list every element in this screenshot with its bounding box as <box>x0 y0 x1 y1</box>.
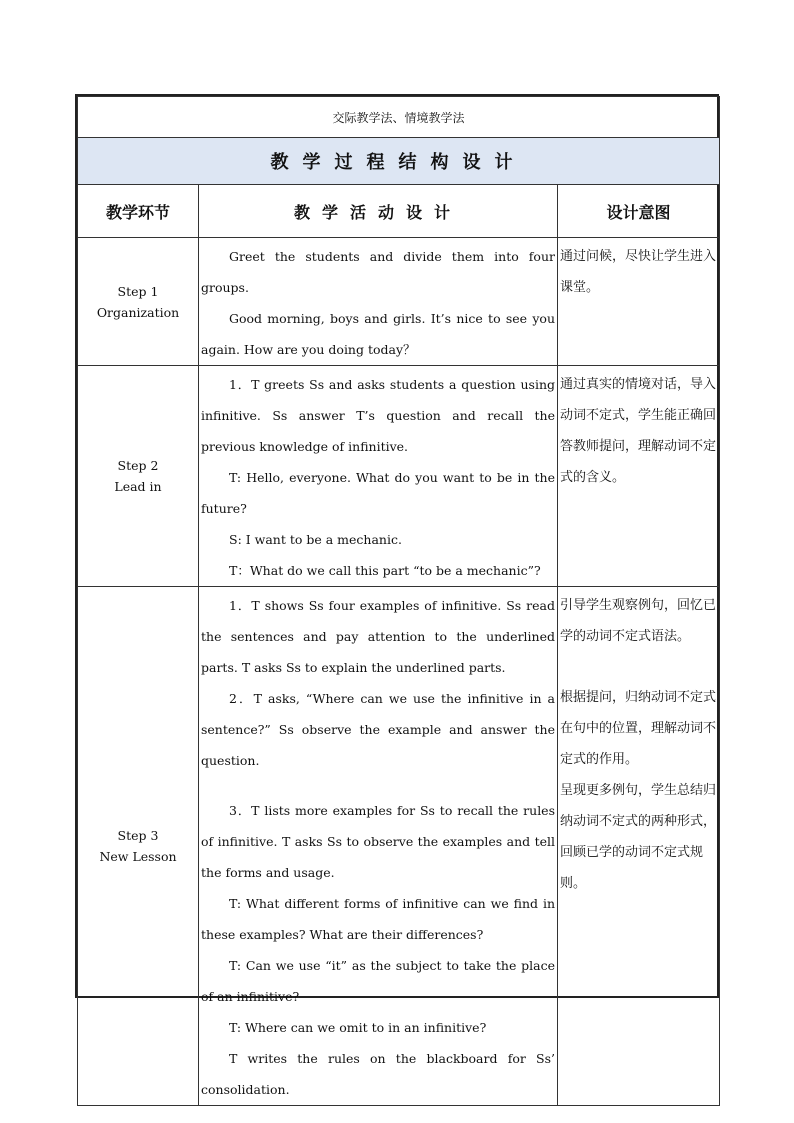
activity-paragraph: T: Hello, everyone. What do you want to be in the future? <box>201 470 555 516</box>
activity-paragraph: T：What do we call this part “to be a mechanic”? <box>229 563 541 578</box>
intent-cell <box>558 366 720 587</box>
stage-cell <box>78 238 199 366</box>
activity-paragraph: T: What different forms of infinitive can we find in these examples? What are their differences? <box>201 896 555 942</box>
lesson-plan-table <box>77 96 720 1106</box>
activity-paragraph: T: Can we use “it” as the subject to take the place of an infinitive? <box>201 958 555 1004</box>
activity-paragraph: T writes the rules on the blackboard for Ss’ consolidation. <box>201 1051 555 1097</box>
teaching-methods-row <box>78 97 720 138</box>
intent-paragraph: 通过问候，尽快让学生进入课堂。 <box>560 249 717 295</box>
activity-cell <box>199 238 558 366</box>
activity-cell <box>199 366 558 587</box>
activity-paragraph: T: Where can we omit to in an infinitive? <box>229 1020 487 1035</box>
activity-paragraph: Good morning, boys and girls. It’s nice to see you again. How are you doing today？ <box>201 311 555 357</box>
stage-number: Step 3 <box>117 828 159 843</box>
stage-number: Step 2 <box>117 458 159 473</box>
header-intent: 设计意图 <box>558 185 720 238</box>
column-header-row <box>78 185 720 238</box>
activity-paragraph: 2．T asks, “Where can we use the infinitive in a sentence?” Ss observe the example and answer the question. <box>201 691 555 768</box>
stage-number: Step 1 <box>117 283 159 299</box>
header-stage: 教学环节 <box>78 185 199 238</box>
activity-paragraph: Greet the students and divide them into four groups. <box>201 249 555 295</box>
header-activity: 教学活动设计 <box>199 185 558 238</box>
activity-paragraph: 3．T lists more examples for Ss to recall the rules of infinitive. T asks Ss to observe the examples and tell the forms and usage. <box>201 803 555 880</box>
activity-paragraph: 1．T shows Ss four examples of infinitive. Ss read the sentences and pay attention to the underlined parts. T asks Ss to explain the underlined parts. <box>201 598 555 675</box>
teaching-methods: 交际教学法、情境教学法 <box>78 97 720 138</box>
paragraph-gap <box>560 652 717 682</box>
step-row-2 <box>78 366 720 587</box>
stage-cell <box>78 587 199 1106</box>
activity-cell <box>199 587 558 1106</box>
stage-name: New Lesson <box>99 849 177 864</box>
intent-cell <box>558 238 720 366</box>
intent-paragraph: 通过真实的情境对话，导入动词不定式，学生能正确回答教师提问，理解动词不定式的含义。 <box>560 377 717 485</box>
intent-paragraph: 引导学生观察例句，回忆已学的动词不定式语法。 <box>560 598 717 644</box>
intent-cell <box>558 587 720 1106</box>
intent-paragraph: 根据提问，归纳动词不定式在句中的位置，理解动词不定式的作用。 <box>560 690 717 767</box>
step-row-1 <box>78 238 720 366</box>
stage-cell <box>78 366 199 587</box>
paragraph-gap <box>201 776 555 795</box>
stage-name: Organization <box>96 304 180 320</box>
lesson-plan-table-frame <box>75 94 719 1097</box>
intent-paragraph: 呈现更多例句，学生总结归纳动词不定式的两种形式，回顾已学的动词不定式规则。 <box>560 783 717 891</box>
section-title: 教学过程结构设计 <box>78 138 720 185</box>
step-row-3 <box>78 587 720 1106</box>
activity-paragraph: S: I want to be a mechanic. <box>229 532 402 547</box>
section-title-row <box>78 138 720 185</box>
activity-paragraph: 1．T greets Ss and asks students a question using infinitive. Ss answer T’s question and recall the previous knowledge of infinitive. <box>201 377 555 454</box>
stage-name: Lead in <box>114 479 162 494</box>
